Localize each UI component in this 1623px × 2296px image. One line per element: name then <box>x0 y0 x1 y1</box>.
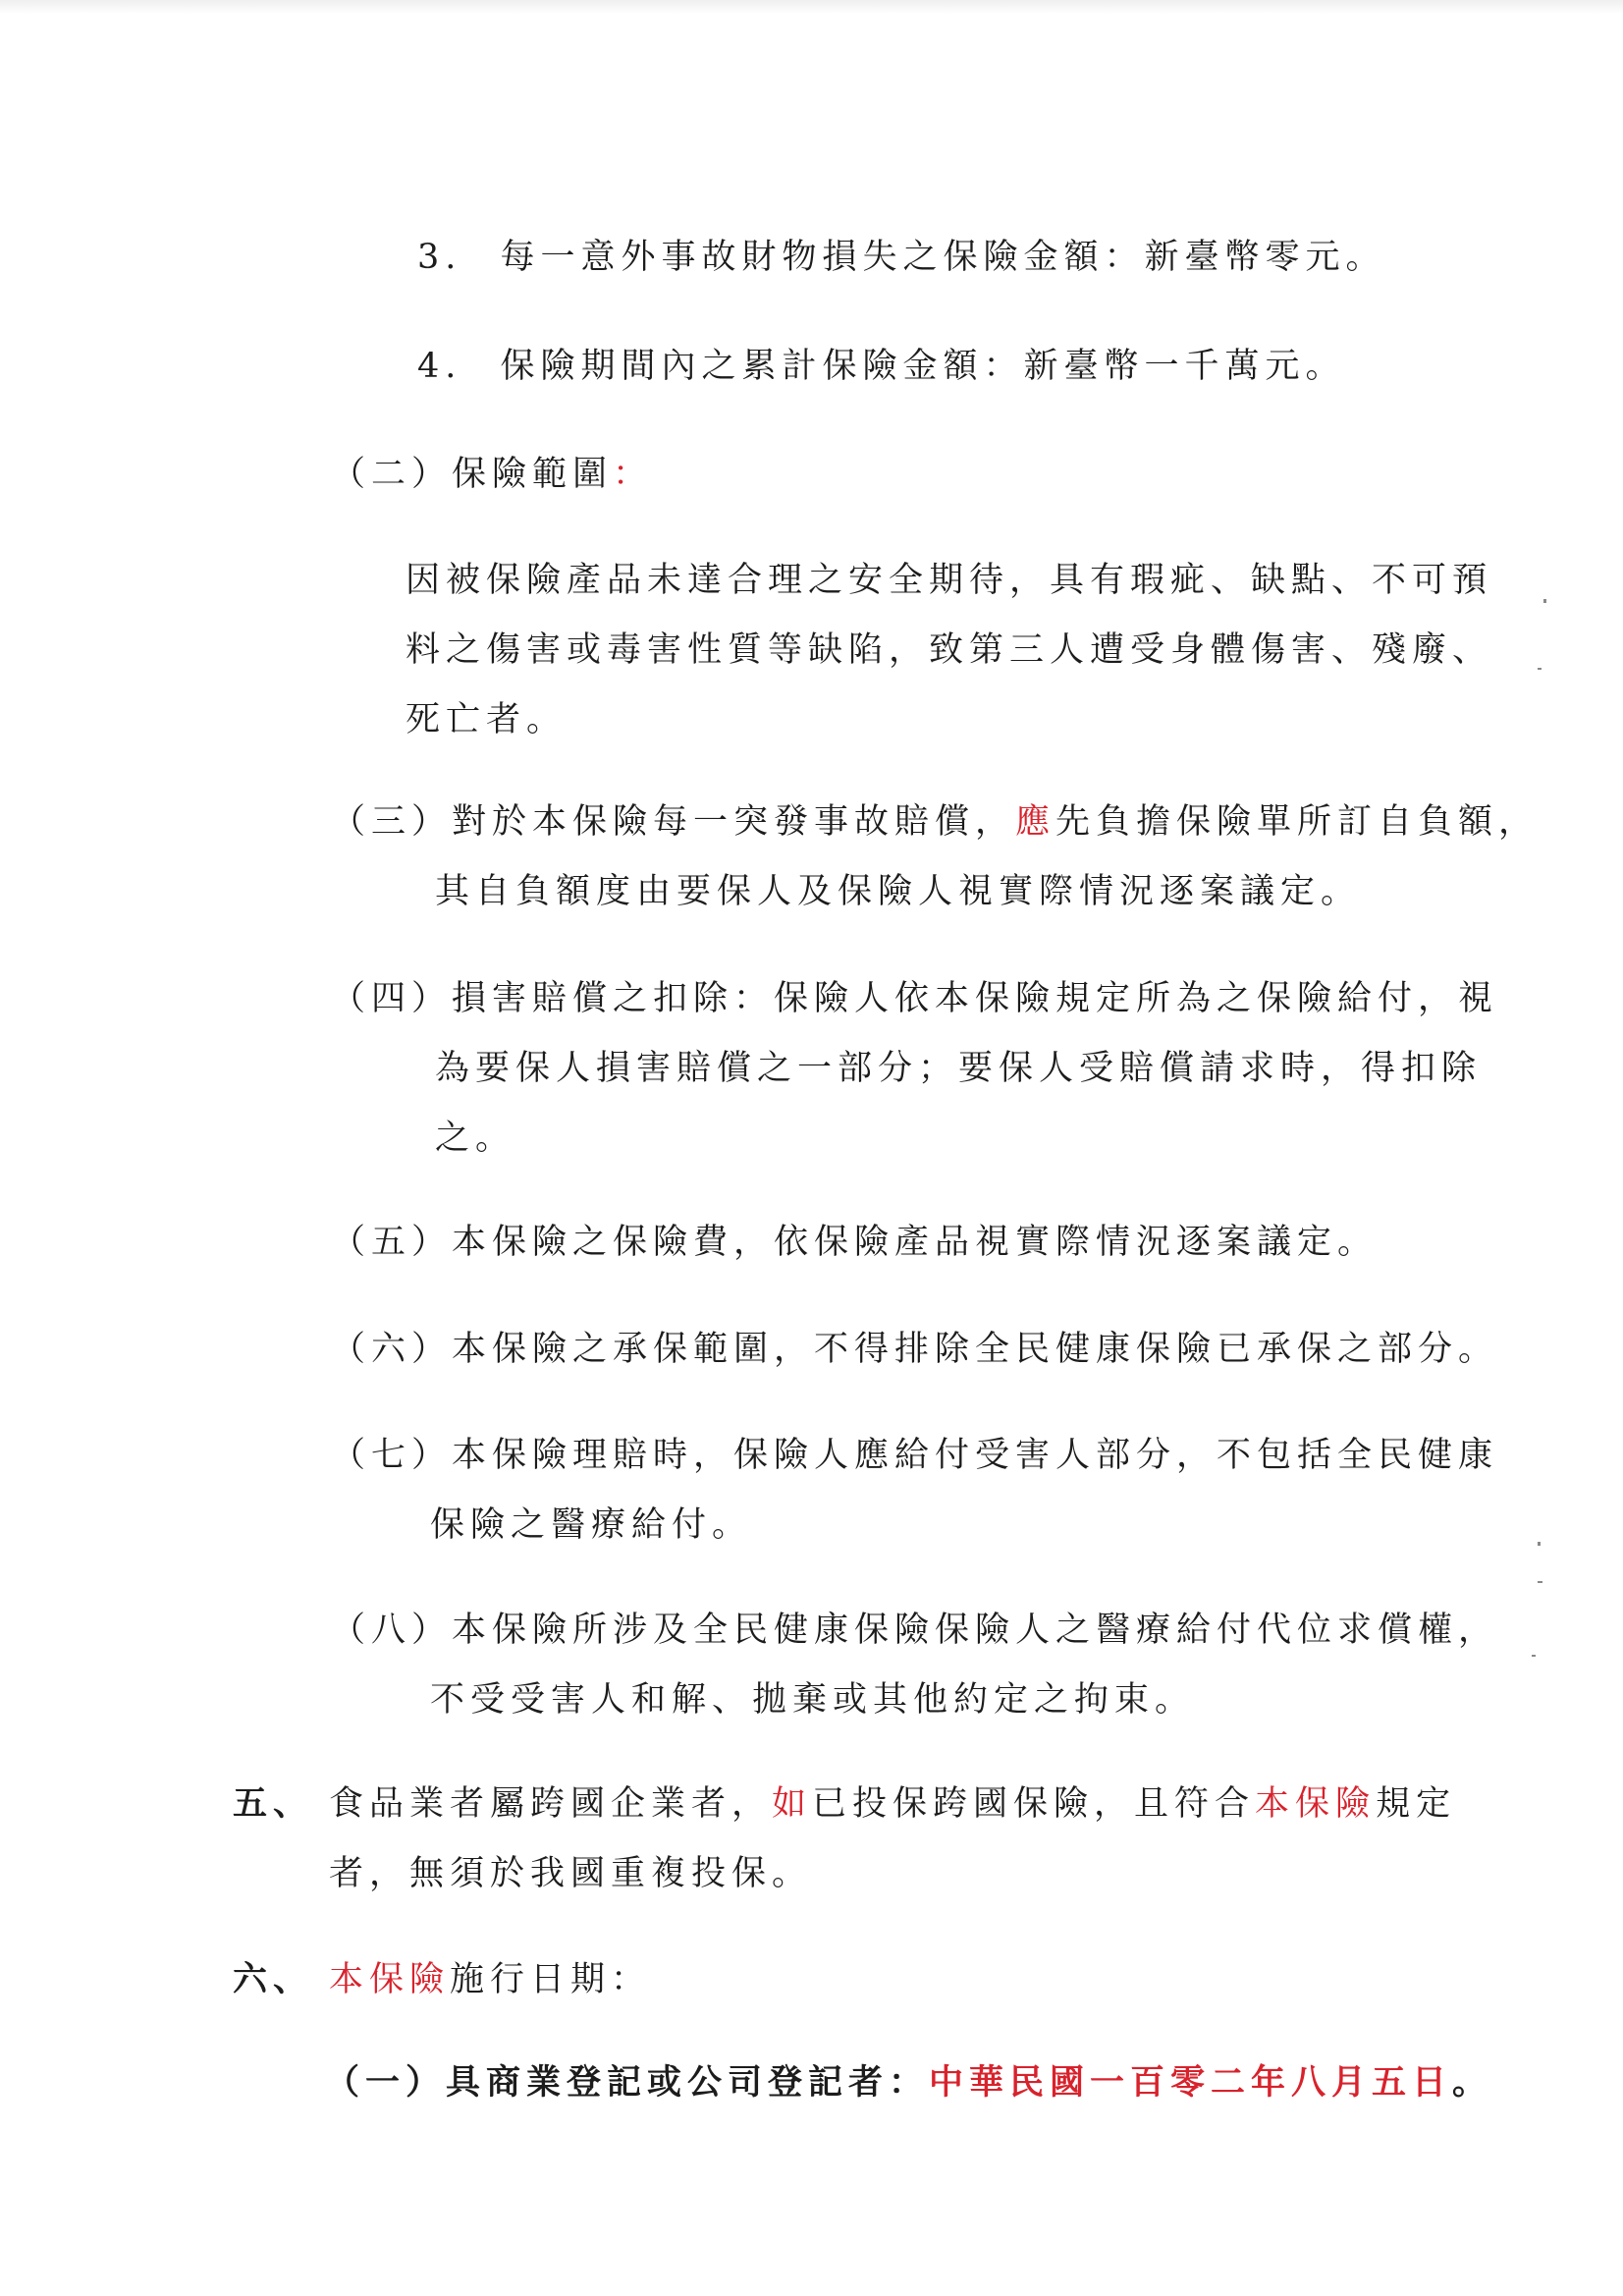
section-7-line-2: 保險之醫療給付。 <box>430 1505 753 1545</box>
section-8-line-1 <box>331 1609 1498 1652</box>
item-4-number: 4. <box>417 347 462 386</box>
section-2-marker: （二） <box>331 455 453 494</box>
section-7-text: 本保險理賠時，保險人應給付受害人部分，不包括全民健康 <box>452 1436 1499 1475</box>
article-5-line-2: 者，無須於我國重複投保。 <box>329 1854 813 1893</box>
article-6-text: 施行日期： <box>450 1960 652 1999</box>
scan-speck <box>1538 1581 1542 1583</box>
item-4 <box>417 345 1346 388</box>
section-3-line-1 <box>331 800 1539 844</box>
section-2-body-line-3: 死亡者。 <box>406 700 568 739</box>
article-5-highlight-1: 如 <box>772 1784 813 1824</box>
section-8-line-2: 不受受害人和解、拋棄或其他約定之拘束。 <box>430 1680 1196 1720</box>
section-2-body-line-2: 料之傷害或毒害性質等缺陷，致第三人遭受身體傷害、殘廢、 <box>406 630 1493 670</box>
article-5-line-1 <box>329 1782 1456 1826</box>
section-5-text: 本保險之保險費，依保險產品視實際情況逐案議定。 <box>452 1223 1379 1262</box>
section-5-marker: （五） <box>331 1223 453 1262</box>
article-6-item-1-end: 。 <box>1452 2062 1493 2103</box>
article-5-text-c: 規定 <box>1376 1784 1457 1824</box>
item-3-text: 每一意外事故財物損失之保險金額：新臺幣零元。 <box>500 238 1386 277</box>
article-6-item-1-text: 具商業登記或公司登記者： <box>446 2062 930 2103</box>
item-3-number: 3. <box>417 238 462 277</box>
article-6-item-1 <box>325 2061 1492 2105</box>
article-5-marker: 五、 <box>233 1783 314 1824</box>
section-3-highlight: 應 <box>1015 802 1056 842</box>
section-2-heading <box>331 453 653 496</box>
article-6-marker: 六、 <box>233 1959 314 1999</box>
section-4-marker: （四） <box>331 979 453 1018</box>
section-6 <box>331 1328 1498 1371</box>
item-4-text: 保險期間內之累計保險金額：新臺幣一千萬元。 <box>500 347 1346 386</box>
section-3-line-2: 其自負額度由要保人及保險人視實際情況逐案議定。 <box>435 872 1362 911</box>
section-2-title: 保險範圍 <box>452 455 614 494</box>
section-5 <box>331 1221 1378 1264</box>
article-5-text-a: 食品業者屬跨國企業者， <box>329 1784 773 1824</box>
section-8-marker: （八） <box>331 1611 453 1650</box>
section-2-colon: ： <box>613 455 654 494</box>
section-3-marker: （三） <box>331 802 453 842</box>
item-3 <box>417 236 1386 279</box>
scan-top-edge <box>0 0 1623 14</box>
scan-speck <box>1538 668 1542 670</box>
article-5-text-b: 已投保跨國保險，且符合 <box>812 1784 1256 1824</box>
section-7-line-1 <box>331 1434 1498 1477</box>
section-4-line-2: 為要保人損害賠償之一部分；要保人受賠償請求時，得扣除 <box>435 1049 1483 1088</box>
article-6-heading <box>329 1958 651 2001</box>
section-8-text: 本保險所涉及全民健康保險保險人之醫療給付代位求償權， <box>452 1611 1499 1650</box>
article-5-highlight-2: 本保險 <box>1255 1784 1377 1824</box>
section-7-marker: （七） <box>331 1436 453 1475</box>
section-3-text-a: 對於本保險每一突發事故賠償， <box>452 802 1016 842</box>
section-6-marker: （六） <box>331 1330 453 1369</box>
article-6-item-1-marker: （一） <box>325 2062 447 2103</box>
scan-speck <box>1532 1655 1536 1657</box>
scan-speck <box>1543 599 1546 603</box>
effective-date: 中華民國一百零二年八月五日 <box>929 2062 1453 2103</box>
section-4-line-3: 之。 <box>435 1119 516 1158</box>
article-6-highlight: 本保險 <box>329 1960 451 1999</box>
section-6-text: 本保險之承保範圍，不得排除全民健康保險已承保之部分。 <box>452 1330 1499 1369</box>
section-2-body-line-1: 因被保險產品未達合理之安全期待，具有瑕疵、缺點、不可預 <box>406 561 1493 600</box>
scan-speck <box>1538 1542 1541 1546</box>
section-4-line-1 <box>331 977 1498 1020</box>
section-4-text: 損害賠償之扣除：保險人依本保險規定所為之保險給付，視 <box>452 979 1499 1018</box>
section-3-text-b: 先負擔保險單所訂自負額， <box>1055 802 1540 842</box>
